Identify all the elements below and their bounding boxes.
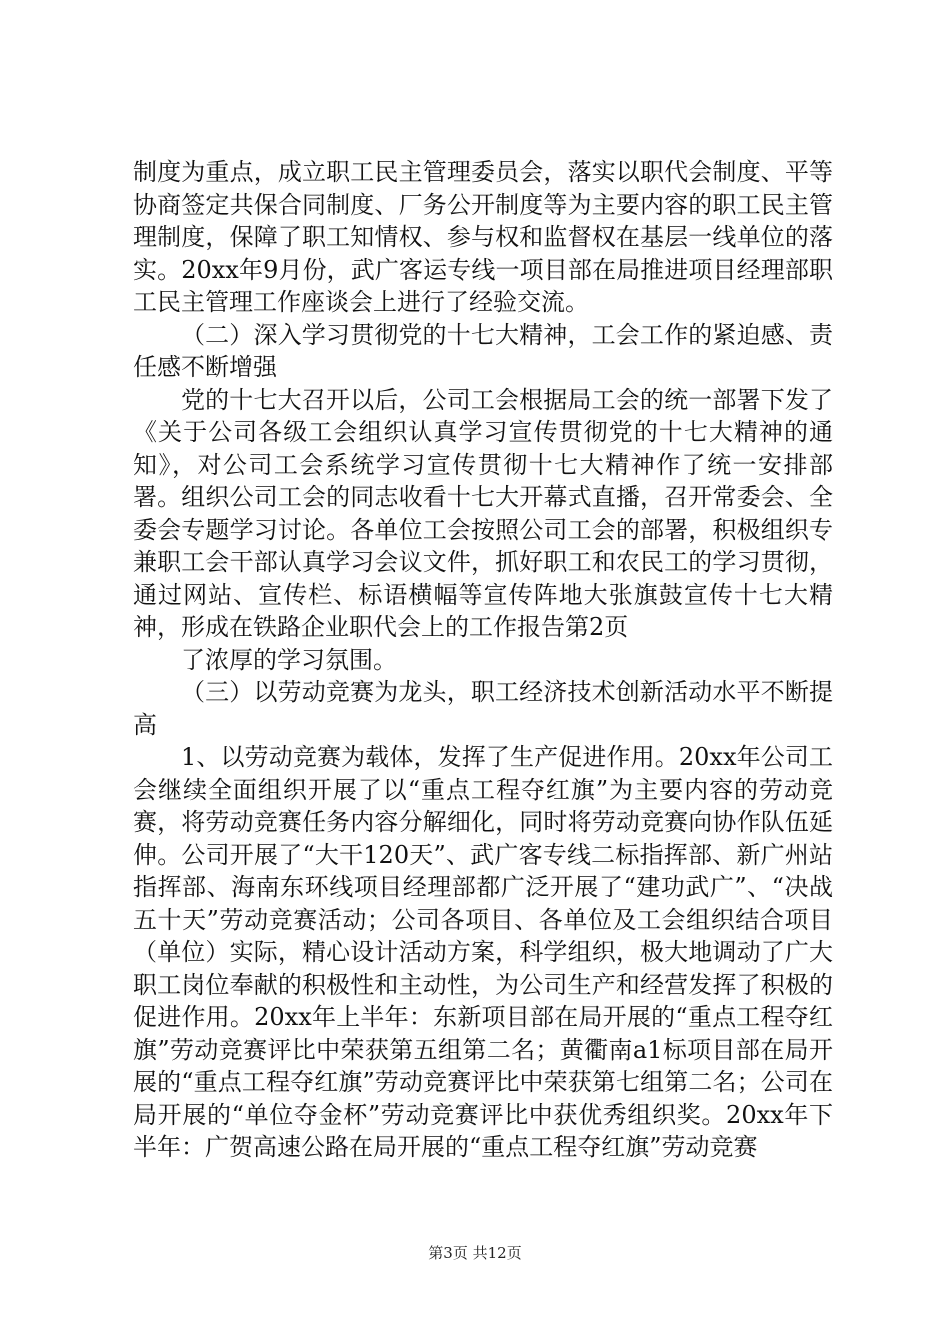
document-body: [133, 156, 833, 1164]
paragraph-2-heading: （二）深入学习贯彻党的十七大精神，工会工作的紧迫感、责任感不断增强: [133, 320, 833, 381]
paragraph-5-heading: （三）以劳动竞赛为龙头，职工经济技术创新活动水平不断提高: [133, 678, 833, 739]
paragraph-3: 党的十七大召开以后，公司工会根据局工会的统一部署下发了《关于公司各级工会组织认真学习宣传贯彻党的十七大精神的通知》，对公司工会系统学习宣传贯彻十七大精神作了统一安排部署。组织公司工会的同志收看十七大开幕式直播，召开常委会、全委会专题学习讨论。各单位工会按照公司工会的部署，积极组织专兼职工会干部认真学习会议文件，抓好职工和农民工的学习贯彻，通过网站、宣传栏、标语横幅等宣传阵地大张旗鼓宣传十七大精神，形成在铁路企业职代会上的工作报告第2页: [133, 385, 833, 641]
paragraph-6: 1、以劳动竞赛为载体，发挥了生产促进作用。20xx年公司工会继续全面组织开展了以“重点工程夺红旗”为主要内容的劳动竞赛，将劳动竞赛任务内容分解细化，同时将劳动竞赛向协作队伍延伸。公司开展了“大干120天”、武广客专线二标指挥部、新广州站指挥部、海南东环线项目经理部都广泛开展了“建功武广”、“决战五十天”劳动竞赛活动；公司各项目、各单位及工会组织结合项目（单位）实际，精心设计活动方案，科学组织，极大地调动了广大职工岗位奉献的积极性和主动性，为公司生产和经营发挥了积极的促进作用。20xx年上半年：东新项目部在局开展的“重点工程夺红旗”劳动竞赛评比中荣获第五组第二名；黄衢南a1标项目部在局开展的“重点工程夺红旗”劳动竞赛评比中荣获第七组第二名；公司在局开展的“单位夺金杯”劳动竞赛评比中获优秀组织奖。20xx年下半年：广贺高速公路在局开展的“重点工程夺红旗”劳动竞赛: [133, 743, 833, 1161]
page-footer: 第3页 共12页: [428, 1244, 522, 1262]
paragraph-1: 制度为重点，成立职工民主管理委员会，落实以职代会制度、平等协商签定共保合同制度、厂务公开制度等为主要内容的职工民主管理制度，保障了职工知情权、参与权和监督权在基层一线单位的落实。20xx年9月份，武广客运专线一项目部在局推进项目经理部职工民主管理工作座谈会上进行了经验交流。: [133, 158, 833, 316]
paragraph-4: 了浓厚的学习氛围。: [181, 645, 397, 674]
